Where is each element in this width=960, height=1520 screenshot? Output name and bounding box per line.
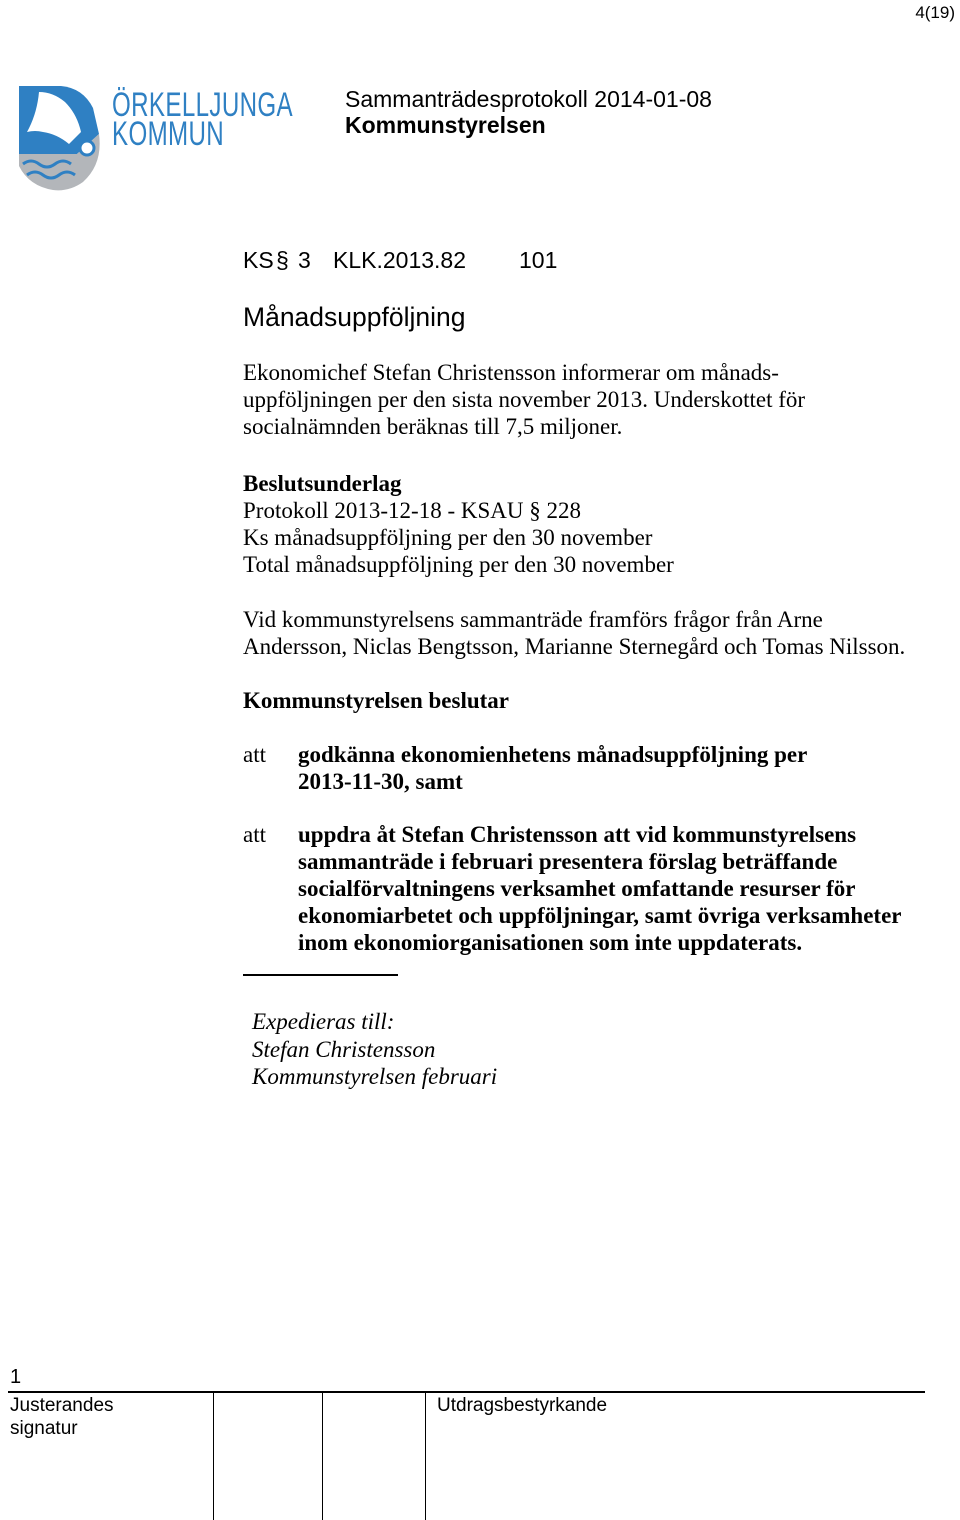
decision-line: 2013-11-30, samt	[298, 769, 463, 794]
logo-name-line2: KOMMUN	[112, 115, 225, 153]
basis-item: Protokoll 2013-12-18 - KSAU § 228	[243, 498, 581, 523]
footer-column-divider	[425, 1392, 426, 1520]
decision-item	[243, 741, 807, 795]
intro-line: Ekonomichef Stefan Christensson informerar om månads-	[243, 360, 779, 385]
decision-line: godkänna ekonomienhetens månadsuppföljning per	[298, 742, 808, 767]
questions-line: Vid kommunstyrelsens sammanträde framförs frågor från Arne	[243, 607, 823, 632]
case-section-sign: §	[276, 247, 289, 273]
basis-item: Total månadsuppföljning per den 30 november	[243, 552, 674, 577]
case-body: KS	[243, 247, 274, 273]
section-divider	[243, 974, 398, 976]
decision-marker: att	[243, 742, 266, 767]
section-heading: Månadsuppföljning	[243, 302, 466, 332]
footer-column-divider	[213, 1392, 214, 1520]
decision-item	[243, 821, 902, 956]
case-section: 3	[298, 247, 311, 273]
footer-rule	[8, 1391, 925, 1393]
basis-heading: Beslutsunderlag	[243, 471, 402, 496]
committee-name: Kommunstyrelsen	[345, 112, 546, 138]
case-number: 101	[519, 247, 558, 273]
intro-line: socialnämnden beräknas till 7,5 miljoner.	[243, 414, 623, 439]
logo-name-line1: ÖRKELLJUNGA	[112, 86, 293, 124]
distribution-list	[252, 1008, 497, 1091]
document-title: Sammanträdesprotokoll 2014-01-08	[345, 86, 712, 112]
decision-basis	[243, 470, 674, 578]
coat-of-arms-icon	[17, 84, 101, 192]
decision-line: socialförvaltningens verksamhet omfattande resurser för	[298, 876, 856, 901]
questions-line: Andersson, Niclas Bengtsson, Marianne Sternegård och Tomas Nilsson.	[243, 634, 906, 659]
signature-label-line: Justerandes	[10, 1395, 114, 1416]
decision-line: ekonomiarbetet och uppföljningar, samt övriga verksamheter	[298, 903, 902, 928]
signature-label-line: signatur	[10, 1418, 78, 1439]
signature-label	[10, 1394, 114, 1440]
decision-text	[298, 741, 807, 795]
footer-column-divider	[322, 1392, 323, 1520]
decision-line: inom ekonomiorganisationen som inte uppdaterats.	[298, 930, 803, 955]
page-number: 4(19)	[915, 3, 955, 22]
distribution-heading: Expedieras till:	[252, 1009, 395, 1034]
decision-line: uppdra åt Stefan Christensson att vid kommunstyrelsens	[298, 822, 857, 847]
basis-item: Ks månadsuppföljning per den 30 november	[243, 525, 653, 550]
intro-paragraph	[243, 359, 805, 440]
decision-heading: Kommunstyrelsen beslutar	[243, 688, 509, 713]
footer-page-marker: 1	[10, 1366, 22, 1388]
case-reference: KLK.2013.82	[333, 247, 467, 273]
decision-marker: att	[243, 822, 266, 847]
certification-label: Utdragsbestyrkande	[437, 1395, 608, 1416]
distribution-recipient: Kommunstyrelsen februari	[252, 1064, 498, 1089]
decision-text	[298, 821, 902, 956]
intro-line: uppföljningen per den sista november 2013. Underskottet för	[243, 387, 806, 412]
decision-line: sammanträde i februari presentera förslag beträffande	[298, 849, 838, 874]
questions-paragraph	[243, 606, 905, 660]
distribution-recipient: Stefan Christensson	[252, 1036, 436, 1062]
